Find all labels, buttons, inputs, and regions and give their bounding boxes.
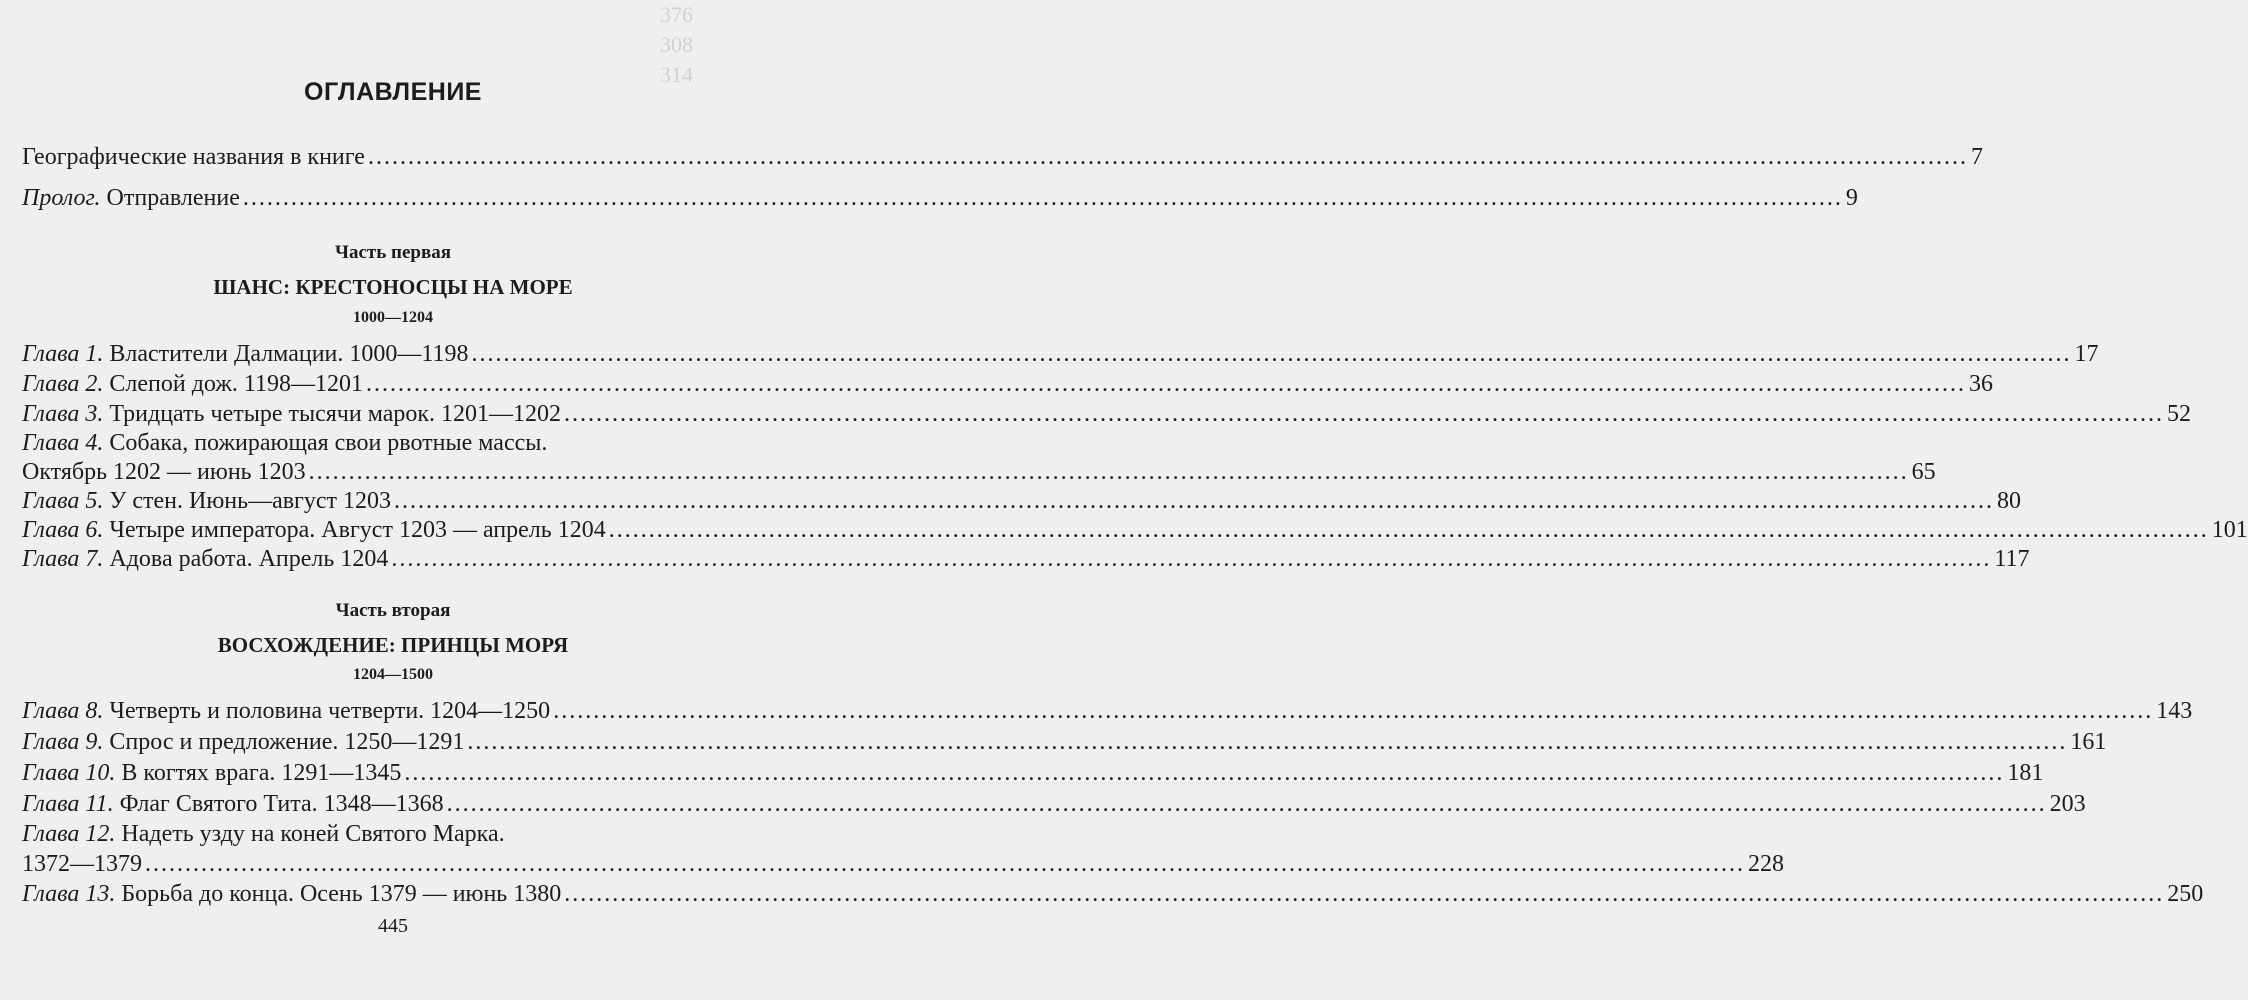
leader-dots: ........................................................................................................................................................................................................	[467, 729, 2068, 755]
entry-title: Тридцать четыре тысячи марок. 1201—1202	[109, 401, 562, 427]
entry-page: 228	[1748, 851, 1784, 877]
entry-page: 7	[1970, 144, 1983, 170]
leader-dots: ........................................................................................................................................................................................................	[308, 459, 1909, 485]
leader-dots: ........................................................................................................................................................................................................	[242, 185, 1843, 211]
part-two-title: ВОСХОЖДЕНИЕ: ПРИНЦЫ МОРЯ	[217, 633, 569, 657]
toc-entry-prologue[interactable]	[22, 182, 1858, 214]
toc-entry-geographic-names[interactable]	[22, 141, 1983, 173]
leader-dots: ........................................................................................................................................................................................................	[366, 371, 1967, 397]
entry-title: Адова работа. Апрель 1204	[109, 546, 389, 572]
entry-prefix: Глава 2.	[22, 371, 104, 397]
entry-prefix: Глава 6.	[22, 517, 104, 543]
entry-prefix: Глава 3.	[22, 401, 104, 427]
part-two-label: Часть вторая	[335, 600, 451, 621]
entry-prefix: Глава 5.	[22, 488, 104, 514]
entry-page: 65	[1911, 459, 1936, 485]
chapter-6-entry[interactable]	[22, 514, 2248, 546]
leader-dots: ........................................................................................................................................................................................................	[367, 144, 1968, 170]
chapter-11-entry[interactable]	[22, 788, 2086, 820]
entry-page: 143	[2156, 698, 2193, 724]
entry-prefix: Глава 8.	[22, 698, 104, 724]
leader-dots: ........................................................................................................................................................................................................	[608, 517, 2209, 543]
part-one-label: Часть первая	[335, 242, 451, 263]
entry-prefix: Глава 1.	[22, 341, 104, 367]
entry-title: В когтях врага. 1291—1345	[121, 760, 402, 786]
leader-dots: ........................................................................................................................................................................................................	[471, 341, 2072, 367]
entry-page: 250	[2167, 881, 2204, 907]
chapter-7-entry[interactable]	[22, 543, 2030, 575]
entry-prefix: Глава 9.	[22, 729, 104, 755]
chapter-12-entry-continued[interactable]	[22, 848, 1784, 880]
entry-title-continued: 1372—1379	[22, 851, 142, 877]
chapter-4-entry-continued[interactable]	[22, 456, 1936, 488]
entry-page: 203	[2049, 791, 2086, 817]
entry-title: Четверть и половина четверти. 1204—1250	[109, 698, 551, 724]
chapter-10-entry[interactable]	[22, 757, 2044, 789]
chapter-5-entry[interactable]	[22, 485, 2022, 517]
part-one-years: 1000—1204	[353, 309, 433, 326]
entry-title: Надеть узду на коней Святого Марка.	[121, 821, 505, 847]
entry-prefix: Глава 11.	[22, 791, 114, 817]
chapter-9-entry[interactable]	[22, 726, 2107, 758]
leader-dots: ........................................................................................................................................................................................................	[564, 881, 2165, 907]
leader-dots: ........................................................................................................................................................................................................	[553, 698, 2154, 724]
entry-title: Географические названия в книге	[22, 144, 365, 170]
entry-prefix: Глава 7.	[22, 546, 104, 572]
entry-title: У стен. Июнь—август 1203	[109, 488, 392, 514]
leader-dots: ........................................................................................................................................................................................................	[446, 791, 2047, 817]
entry-title: Собака, пожирающая свои рвотные массы.	[109, 430, 548, 456]
chapter-12-entry[interactable]	[22, 818, 738, 850]
entry-prefix: Глава 10.	[22, 760, 116, 786]
part-two-years: 1204—1500	[353, 666, 433, 683]
entry-page: 52	[2167, 401, 2192, 427]
entry-page: 117	[1994, 546, 2030, 572]
chapter-4-entry[interactable]	[22, 427, 738, 459]
entry-prefix: Глава 12.	[22, 821, 116, 847]
leader-dots: ........................................................................................................................................................................................................	[391, 546, 1992, 572]
entry-page: 36	[1969, 371, 1994, 397]
entry-title: Флаг Святого Тита. 1348—1368	[119, 791, 444, 817]
part-one-title: ШАНС: КРЕСТОНОСЦЫ НА МОРЕ	[213, 275, 573, 299]
leader-dots: ........................................................................................................................................................................................................	[394, 488, 1995, 514]
leader-dots: ........................................................................................................................................................................................................	[145, 851, 1745, 877]
entry-page: 181	[2007, 760, 2044, 786]
entry-prefix: Пролог.	[22, 185, 101, 211]
entry-prefix: Глава 13.	[22, 881, 116, 907]
chapter-3-entry[interactable]	[22, 398, 2192, 430]
entry-title-continued: Октябрь 1202 — июнь 1203	[22, 459, 306, 485]
entry-title: Борьба до конца. Осень 1379 — июнь 1380	[121, 881, 562, 907]
entry-title: Властители Далмации. 1000—1198	[109, 341, 469, 367]
entry-prefix: Глава 4.	[22, 430, 104, 456]
toc-title: ОГЛАВЛЕНИЕ	[304, 78, 482, 106]
entry-page: 80	[1997, 488, 2022, 514]
page-number: 445	[378, 915, 408, 937]
entry-title: Отправление	[106, 185, 240, 211]
leader-dots: ........................................................................................................................................................................................................	[404, 760, 2005, 786]
entry-page: 161	[2070, 729, 2107, 755]
entry-title: Слепой дож. 1198—1201	[109, 371, 364, 397]
entry-page: 9	[1845, 185, 1858, 211]
bleed-through-text: 376 308 314	[660, 2, 693, 87]
entry-page: 101	[2211, 517, 2248, 543]
entry-title: Четыре императора. Август 1203 — апрель 1204	[109, 517, 606, 543]
entry-title: Спрос и предложение. 1250—1291	[109, 729, 465, 755]
chapter-8-entry[interactable]	[22, 695, 2193, 727]
chapter-13-entry[interactable]	[22, 878, 2204, 910]
leader-dots: ........................................................................................................................................................................................................	[564, 401, 2165, 427]
entry-page: 17	[2074, 341, 2099, 367]
chapter-2-entry[interactable]	[22, 368, 1994, 400]
chapter-1-entry[interactable]	[22, 338, 2099, 370]
